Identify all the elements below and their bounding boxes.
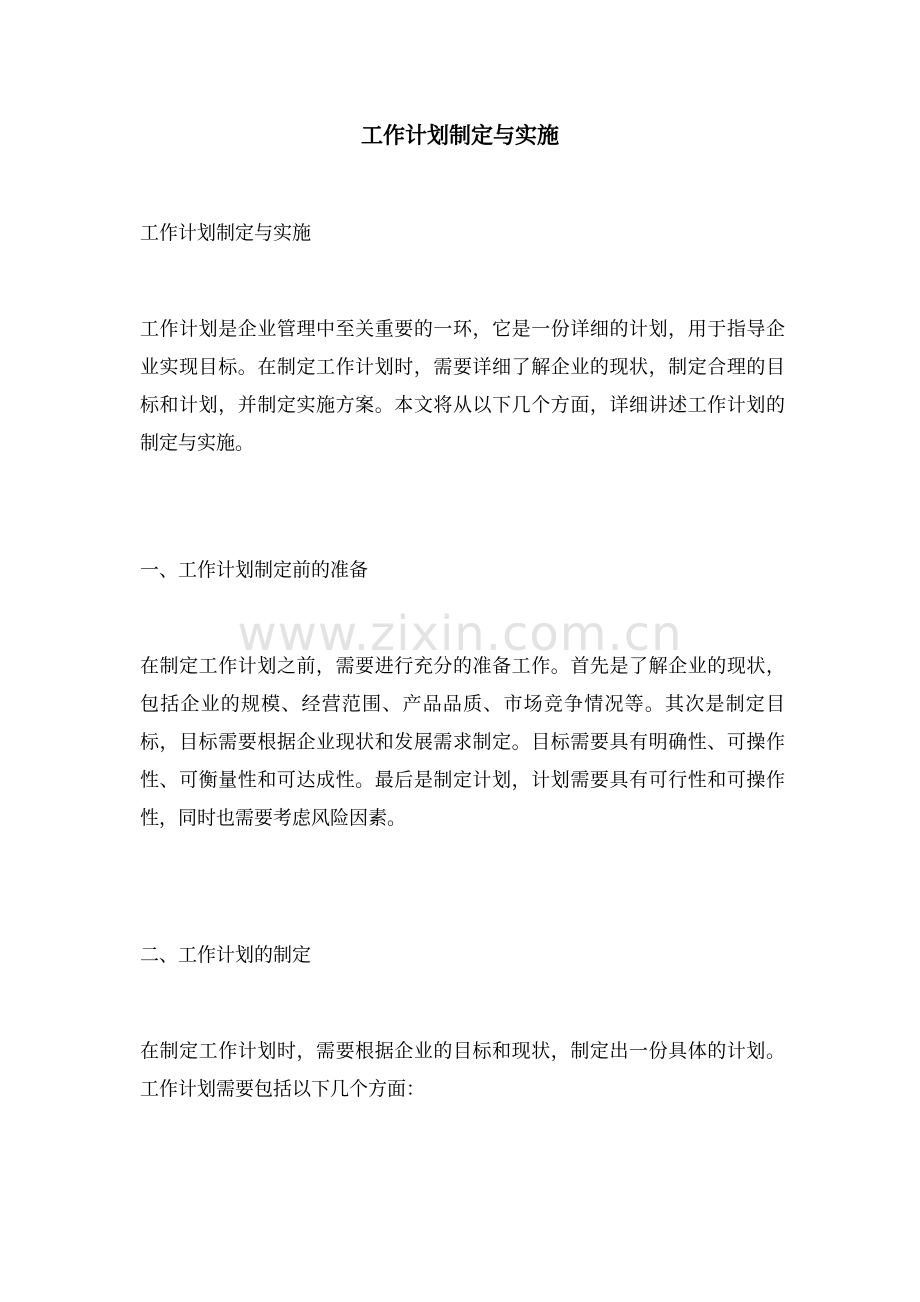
section-2-heading: 二、工作计划的制定 — [140, 944, 312, 966]
document-subtitle: 工作计划制定与实施 — [140, 222, 312, 244]
section-1-body: 在制定工作计划之前，需要进行充分的准备工作。首先是了解企业的现状，包括企业的规模、经营范围、产品品质、市场竞争情况等。其次是制定目标，目标需要根据企业现状和发展需求制定。目标需要具有明确性、可操作性、可衡量性和可达成性。最后是制定计划，计划需要具有可行性和可操作性，同时也需要考虑风险因素。 — [140, 655, 785, 829]
section-1-heading: 一、工作计划制定前的准备 — [140, 559, 369, 581]
watermark: www.zixin.com.cn — [237, 606, 683, 662]
intro-paragraph: 工作计划是企业管理中至关重要的一环，它是一份详细的计划，用于指导企业实现目标。在制定工作计划时，需要详细了解企业的现状，制定合理的目标和计划，并制定实施方案。本文将从以下几个方面，详细讲述工作计划的制定与实施。 — [140, 318, 785, 454]
document-title: 工作计划制定与实施 — [360, 123, 559, 149]
section-2-body: 在制定工作计划时，需要根据企业的目标和现状，制定出一份具体的计划。工作计划需要包括以下几个方面： — [140, 1040, 785, 1100]
